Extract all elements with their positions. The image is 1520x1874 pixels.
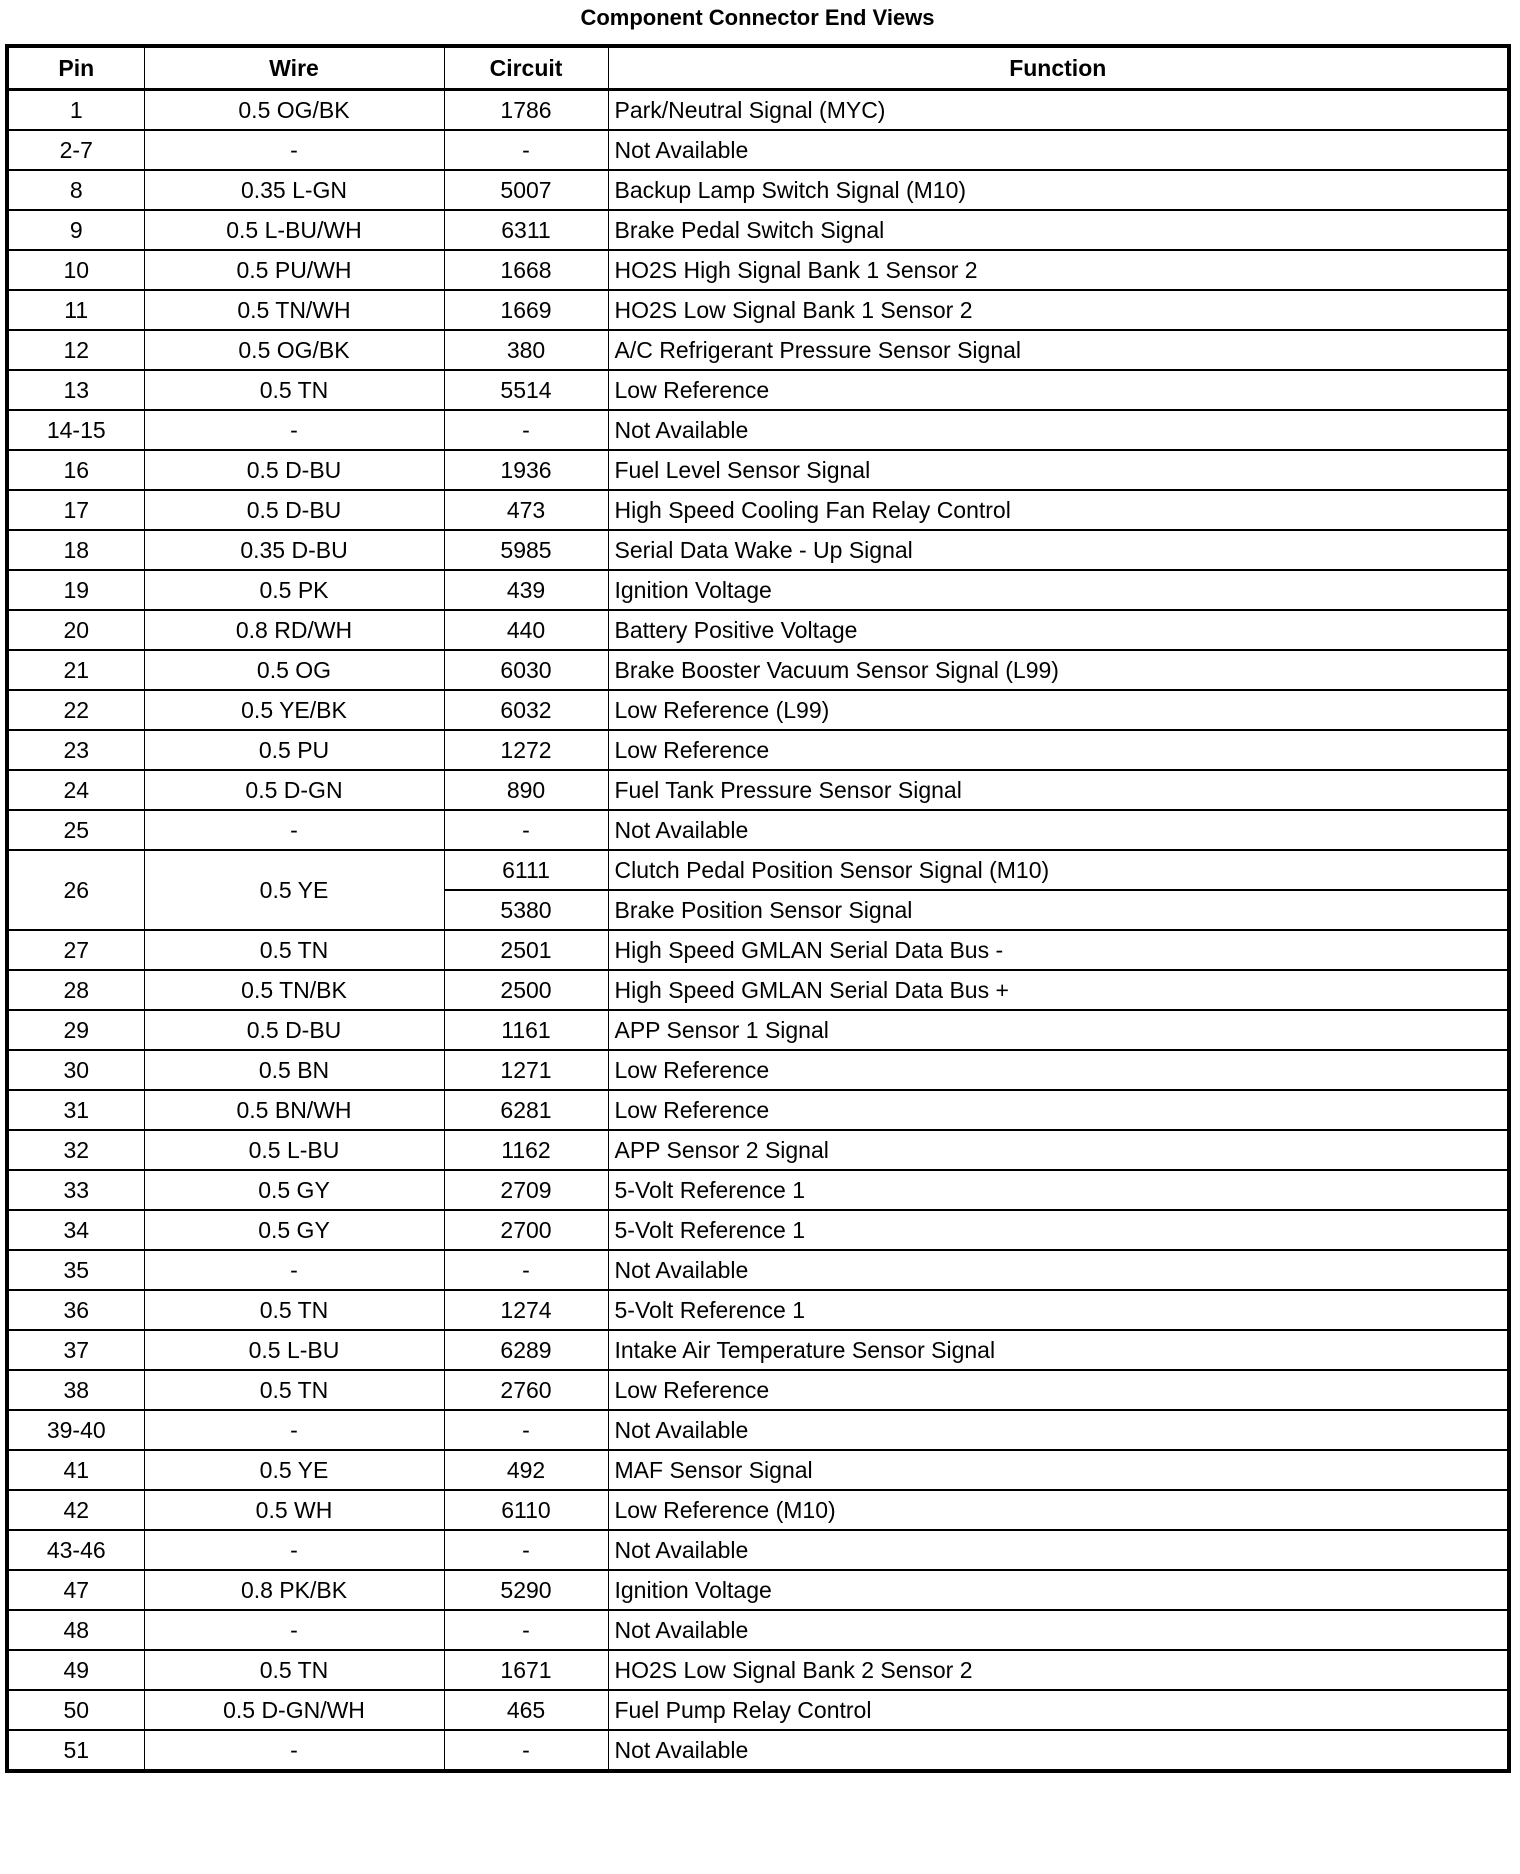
circuit-cell: 1669 [444, 290, 608, 330]
pin-cell: 33 [7, 1170, 144, 1210]
function-cell: Low Reference [608, 1370, 1509, 1410]
table-row [7, 1090, 1509, 1130]
table-row [7, 1290, 1509, 1330]
pin-cell: 23 [7, 730, 144, 770]
circuit-cell: 2500 [444, 970, 608, 1010]
circuit-cell: 2700 [444, 1210, 608, 1250]
function-cell: Not Available [608, 1530, 1509, 1570]
column-header-pin: Pin [7, 46, 144, 90]
pin-cell: 8 [7, 170, 144, 210]
function-cell: Ignition Voltage [608, 1570, 1509, 1610]
circuit-cell: 1272 [444, 730, 608, 770]
pin-cell: 10 [7, 250, 144, 290]
circuit-cell: 492 [444, 1450, 608, 1490]
circuit-cell: - [444, 1530, 608, 1570]
pin-cell: 17 [7, 490, 144, 530]
wire-cell: 0.5 OG/BK [144, 90, 444, 131]
column-header-wire: Wire [144, 46, 444, 90]
wire-cell: 0.5 L-BU [144, 1130, 444, 1170]
function-cell: Not Available [608, 1250, 1509, 1290]
wire-cell: 0.8 PK/BK [144, 1570, 444, 1610]
function-cell: Low Reference [608, 370, 1509, 410]
table-row [7, 450, 1509, 490]
wire-cell: - [144, 810, 444, 850]
circuit-cell: 6311 [444, 210, 608, 250]
table-row [7, 770, 1509, 810]
table-row [7, 1730, 1509, 1771]
pin-cell: 16 [7, 450, 144, 490]
circuit-cell: 5007 [444, 170, 608, 210]
table-row [7, 570, 1509, 610]
function-cell: Low Reference [608, 730, 1509, 770]
circuit-cell: 439 [444, 570, 608, 610]
table-row [7, 690, 1509, 730]
pin-cell: 34 [7, 1210, 144, 1250]
circuit-cell: 2501 [444, 930, 608, 970]
wire-cell: 0.8 RD/WH [144, 610, 444, 650]
pin-cell: 32 [7, 1130, 144, 1170]
wire-cell: 0.5 PK [144, 570, 444, 610]
circuit-cell: 1936 [444, 450, 608, 490]
pin-cell: 51 [7, 1730, 144, 1771]
table-row [7, 1610, 1509, 1650]
wire-cell: 0.5 D-BU [144, 1010, 444, 1050]
function-cell: Low Reference (L99) [608, 690, 1509, 730]
wire-cell: - [144, 410, 444, 450]
pin-cell: 24 [7, 770, 144, 810]
function-cell: Not Available [608, 130, 1509, 170]
circuit-cell: - [444, 410, 608, 450]
pin-cell: 27 [7, 930, 144, 970]
wire-cell: 0.5 OG [144, 650, 444, 690]
function-cell: High Speed GMLAN Serial Data Bus - [608, 930, 1509, 970]
function-cell: Not Available [608, 1410, 1509, 1450]
table-row [7, 1210, 1509, 1250]
circuit-cell: 465 [444, 1690, 608, 1730]
pin-cell: 14-15 [7, 410, 144, 450]
wire-cell: 0.5 D-GN [144, 770, 444, 810]
table-row [7, 1450, 1509, 1490]
pin-cell: 1 [7, 90, 144, 131]
wire-cell: 0.5 PU/WH [144, 250, 444, 290]
function-cell: Ignition Voltage [608, 570, 1509, 610]
table-row [7, 1370, 1509, 1410]
table-row [7, 1010, 1509, 1050]
wire-cell: - [144, 1730, 444, 1771]
circuit-cell: 6289 [444, 1330, 608, 1370]
pin-cell: 20 [7, 610, 144, 650]
function-cell: Brake Position Sensor Signal [608, 890, 1509, 930]
table-row [7, 970, 1509, 1010]
function-cell: High Speed GMLAN Serial Data Bus + [608, 970, 1509, 1010]
pin-cell: 48 [7, 1610, 144, 1650]
table-row [7, 1570, 1509, 1610]
circuit-cell: 2709 [444, 1170, 608, 1210]
wire-cell: 0.5 BN [144, 1050, 444, 1090]
circuit-cell: 6281 [444, 1090, 608, 1130]
circuit-cell: - [444, 130, 608, 170]
function-cell: HO2S Low Signal Bank 2 Sensor 2 [608, 1650, 1509, 1690]
wire-cell: 0.5 WH [144, 1490, 444, 1530]
pin-cell: 26 [7, 850, 144, 930]
table-row [7, 810, 1509, 850]
pin-cell: 22 [7, 690, 144, 730]
table-row [7, 850, 1509, 890]
circuit-cell: 6030 [444, 650, 608, 690]
wire-cell: 0.5 L-BU/WH [144, 210, 444, 250]
circuit-cell: 2760 [444, 1370, 608, 1410]
circuit-cell: - [444, 1610, 608, 1650]
table-row [7, 1330, 1509, 1370]
table-row [7, 1170, 1509, 1210]
pin-cell: 9 [7, 210, 144, 250]
connector-pin-table [5, 44, 1511, 1773]
pin-cell: 29 [7, 1010, 144, 1050]
pin-cell: 37 [7, 1330, 144, 1370]
circuit-cell: 1162 [444, 1130, 608, 1170]
wire-cell: - [144, 1610, 444, 1650]
table-row [7, 610, 1509, 650]
wire-cell: 0.5 D-BU [144, 450, 444, 490]
pin-cell: 11 [7, 290, 144, 330]
pin-cell: 49 [7, 1650, 144, 1690]
circuit-cell: 1668 [444, 250, 608, 290]
wire-cell: 0.5 YE/BK [144, 690, 444, 730]
table-row [7, 330, 1509, 370]
wire-cell: - [144, 1410, 444, 1450]
function-cell: Low Reference [608, 1050, 1509, 1090]
circuit-cell: 1786 [444, 90, 608, 131]
function-cell: Not Available [608, 1610, 1509, 1650]
function-cell: Clutch Pedal Position Sensor Signal (M10) [608, 850, 1509, 890]
function-cell: Not Available [608, 1730, 1509, 1771]
circuit-cell: 6032 [444, 690, 608, 730]
pin-cell: 2-7 [7, 130, 144, 170]
table-row [7, 1130, 1509, 1170]
table-row [7, 1250, 1509, 1290]
pin-cell: 39-40 [7, 1410, 144, 1450]
pin-cell: 41 [7, 1450, 144, 1490]
function-cell: Brake Booster Vacuum Sensor Signal (L99) [608, 650, 1509, 690]
pin-cell: 50 [7, 1690, 144, 1730]
circuit-cell: 1671 [444, 1650, 608, 1690]
pin-cell: 47 [7, 1570, 144, 1610]
table-row [7, 1690, 1509, 1730]
pin-cell: 18 [7, 530, 144, 570]
table-row [7, 370, 1509, 410]
circuit-cell: 5985 [444, 530, 608, 570]
circuit-cell: 5380 [444, 890, 608, 930]
function-cell: MAF Sensor Signal [608, 1450, 1509, 1490]
table-row [7, 1490, 1509, 1530]
table-row [7, 1050, 1509, 1090]
function-cell: APP Sensor 2 Signal [608, 1130, 1509, 1170]
function-cell: 5-Volt Reference 1 [608, 1170, 1509, 1210]
wire-cell: 0.5 TN/BK [144, 970, 444, 1010]
wire-cell: 0.5 GY [144, 1210, 444, 1250]
column-header-function: Function [608, 46, 1509, 90]
wire-cell: 0.5 TN/WH [144, 290, 444, 330]
table-row [7, 490, 1509, 530]
table-row [7, 1410, 1509, 1450]
pin-cell: 43-46 [7, 1530, 144, 1570]
wire-cell: - [144, 1530, 444, 1570]
circuit-cell: - [444, 1730, 608, 1771]
pin-cell: 28 [7, 970, 144, 1010]
wire-cell: 0.5 D-BU [144, 490, 444, 530]
table-row [7, 410, 1509, 450]
function-cell: HO2S Low Signal Bank 1 Sensor 2 [608, 290, 1509, 330]
function-cell: Fuel Tank Pressure Sensor Signal [608, 770, 1509, 810]
wire-cell: 0.5 TN [144, 1290, 444, 1330]
circuit-cell: - [444, 1250, 608, 1290]
wire-cell: 0.5 D-GN/WH [144, 1690, 444, 1730]
wire-cell: 0.35 D-BU [144, 530, 444, 570]
table-row [7, 170, 1509, 210]
wire-cell: 0.5 TN [144, 1650, 444, 1690]
table-row [7, 290, 1509, 330]
table-row [7, 90, 1509, 131]
circuit-cell: 5290 [444, 1570, 608, 1610]
table-row [7, 930, 1509, 970]
function-cell: HO2S High Signal Bank 1 Sensor 2 [608, 250, 1509, 290]
circuit-cell: 1271 [444, 1050, 608, 1090]
pin-cell: 36 [7, 1290, 144, 1330]
function-cell: Fuel Pump Relay Control [608, 1690, 1509, 1730]
function-cell: Park/Neutral Signal (MYC) [608, 90, 1509, 131]
wire-cell: 0.5 YE [144, 850, 444, 930]
function-cell: Backup Lamp Switch Signal (M10) [608, 170, 1509, 210]
function-cell: Not Available [608, 810, 1509, 850]
circuit-cell: 380 [444, 330, 608, 370]
circuit-cell: 1274 [444, 1290, 608, 1330]
wire-cell: - [144, 130, 444, 170]
table-row [7, 1530, 1509, 1570]
circuit-cell: 473 [444, 490, 608, 530]
circuit-cell: - [444, 810, 608, 850]
function-cell: Not Available [608, 410, 1509, 450]
table-row [7, 1650, 1509, 1690]
wire-cell: 0.5 TN [144, 930, 444, 970]
wire-cell: - [144, 1250, 444, 1290]
wire-cell: 0.5 BN/WH [144, 1090, 444, 1130]
pin-cell: 42 [7, 1490, 144, 1530]
function-cell: APP Sensor 1 Signal [608, 1010, 1509, 1050]
circuit-cell: 5514 [444, 370, 608, 410]
wire-cell: 0.35 L-GN [144, 170, 444, 210]
table-row [7, 730, 1509, 770]
wire-cell: 0.5 YE [144, 1450, 444, 1490]
circuit-cell: 440 [444, 610, 608, 650]
function-cell: High Speed Cooling Fan Relay Control [608, 490, 1509, 530]
column-header-circuit: Circuit [444, 46, 608, 90]
wire-cell: 0.5 TN [144, 370, 444, 410]
function-cell: Serial Data Wake - Up Signal [608, 530, 1509, 570]
pin-cell: 21 [7, 650, 144, 690]
pin-cell: 31 [7, 1090, 144, 1130]
circuit-cell: 1161 [444, 1010, 608, 1050]
function-cell: 5-Volt Reference 1 [608, 1210, 1509, 1250]
circuit-cell: - [444, 1410, 608, 1450]
pin-cell: 38 [7, 1370, 144, 1410]
function-cell: Low Reference (M10) [608, 1490, 1509, 1530]
circuit-cell: 6111 [444, 850, 608, 890]
function-cell: Intake Air Temperature Sensor Signal [608, 1330, 1509, 1370]
function-cell: Brake Pedal Switch Signal [608, 210, 1509, 250]
wire-cell: 0.5 GY [144, 1170, 444, 1210]
wire-cell: 0.5 TN [144, 1370, 444, 1410]
pin-cell: 35 [7, 1250, 144, 1290]
circuit-cell: 890 [444, 770, 608, 810]
table-row [7, 650, 1509, 690]
document-title: Component Connector End Views [580, 5, 935, 30]
function-cell: 5-Volt Reference 1 [608, 1290, 1509, 1330]
function-cell: Battery Positive Voltage [608, 610, 1509, 650]
table-row [7, 210, 1509, 250]
function-cell: A/C Refrigerant Pressure Sensor Signal [608, 330, 1509, 370]
circuit-cell: 6110 [444, 1490, 608, 1530]
wire-cell: 0.5 L-BU [144, 1330, 444, 1370]
table-row [7, 250, 1509, 290]
table-row [7, 530, 1509, 570]
function-cell: Fuel Level Sensor Signal [608, 450, 1509, 490]
pin-cell: 13 [7, 370, 144, 410]
wire-cell: 0.5 OG/BK [144, 330, 444, 370]
pin-cell: 30 [7, 1050, 144, 1090]
pin-cell: 19 [7, 570, 144, 610]
table-row [7, 130, 1509, 170]
table-header-row [7, 46, 1509, 90]
pin-cell: 12 [7, 330, 144, 370]
pin-cell: 25 [7, 810, 144, 850]
function-cell: Low Reference [608, 1090, 1509, 1130]
table-body [7, 90, 1509, 1772]
wire-cell: 0.5 PU [144, 730, 444, 770]
